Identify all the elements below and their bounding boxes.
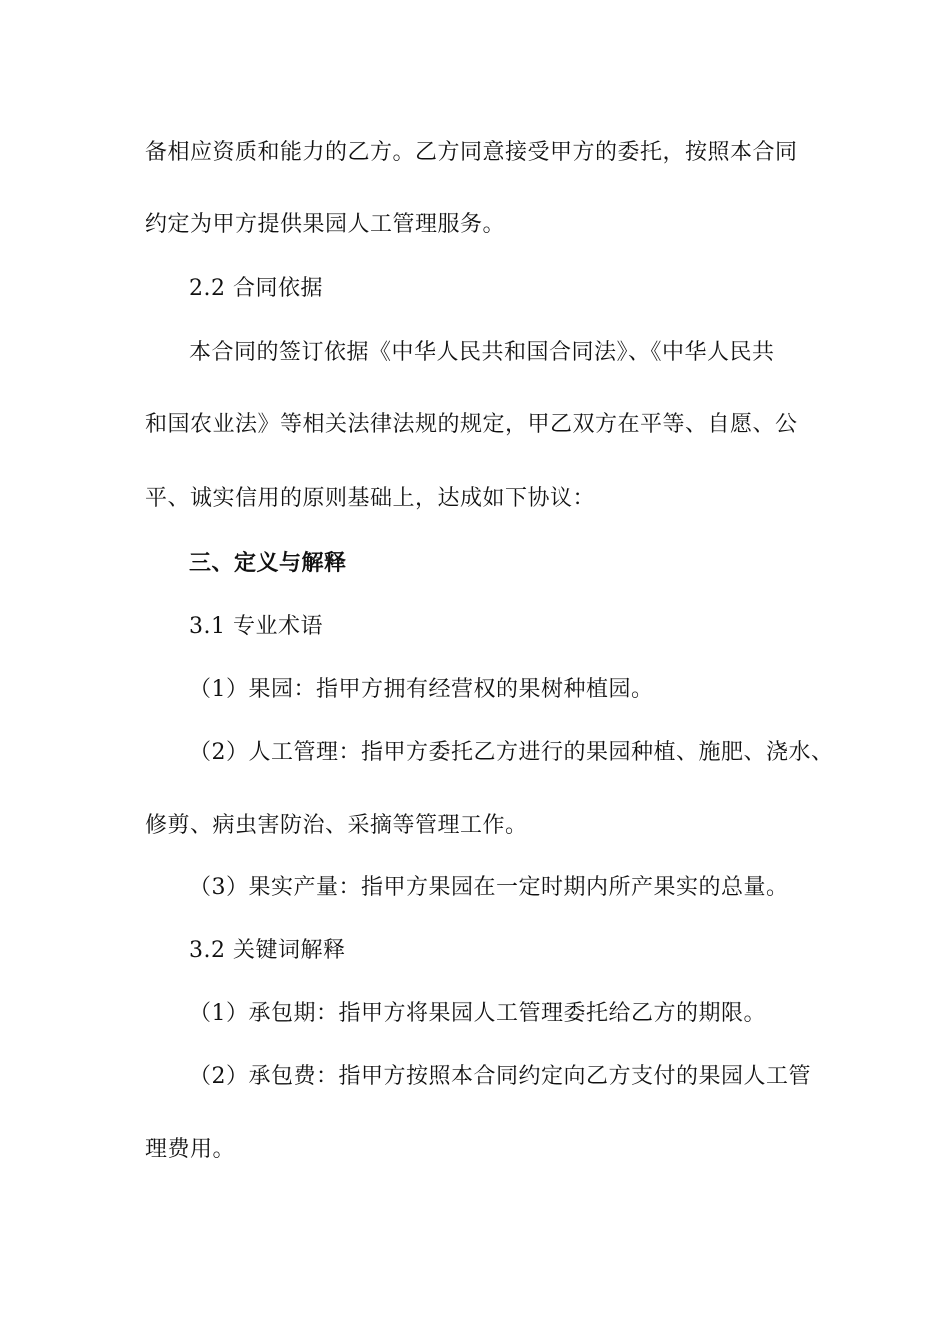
- list-item: （2）人工管理：指甲方委托乙方进行的果园种植、施肥、浇水、: [189, 740, 834, 765]
- section-heading-3-1: 3.1 专业术语: [189, 614, 323, 639]
- paragraph-line: 修剪、病虫害防治、采摘等管理工作。: [145, 813, 528, 838]
- paragraph-line: 和国农业法》等相关法律法规的规定，甲乙双方在平等、自愿、公: [145, 412, 798, 437]
- list-item: （2）承包费：指甲方按照本合同约定向乙方支付的果园人工管: [189, 1064, 811, 1089]
- section-heading-2-2: 2.2 合同依据: [189, 276, 323, 301]
- list-item: （3）果实产量：指甲方果园在一定时期内所产果实的总量。: [189, 875, 789, 900]
- paragraph-line: 理费用。: [145, 1137, 236, 1162]
- list-item: （1）果园：指甲方拥有经营权的果树种植园。: [189, 677, 654, 702]
- paragraph-line: 本合同的签订依据《中华人民共和国合同法》、《中华人民共: [189, 340, 775, 365]
- paragraph-line: 备相应资质和能力的乙方。乙方同意接受甲方的委托，按照本合同: [145, 140, 798, 165]
- list-item: （1）承包期：指甲方将果园人工管理委托给乙方的期限。: [189, 1001, 766, 1026]
- paragraph-line: 约定为甲方提供果园人工管理服务。: [145, 212, 506, 237]
- section-heading-3-2: 3.2 关键词解释: [189, 938, 346, 963]
- chapter-heading-3: 三、定义与解释: [189, 550, 347, 576]
- paragraph-line: 平、诚实信用的原则基础上，达成如下协议：: [145, 486, 596, 511]
